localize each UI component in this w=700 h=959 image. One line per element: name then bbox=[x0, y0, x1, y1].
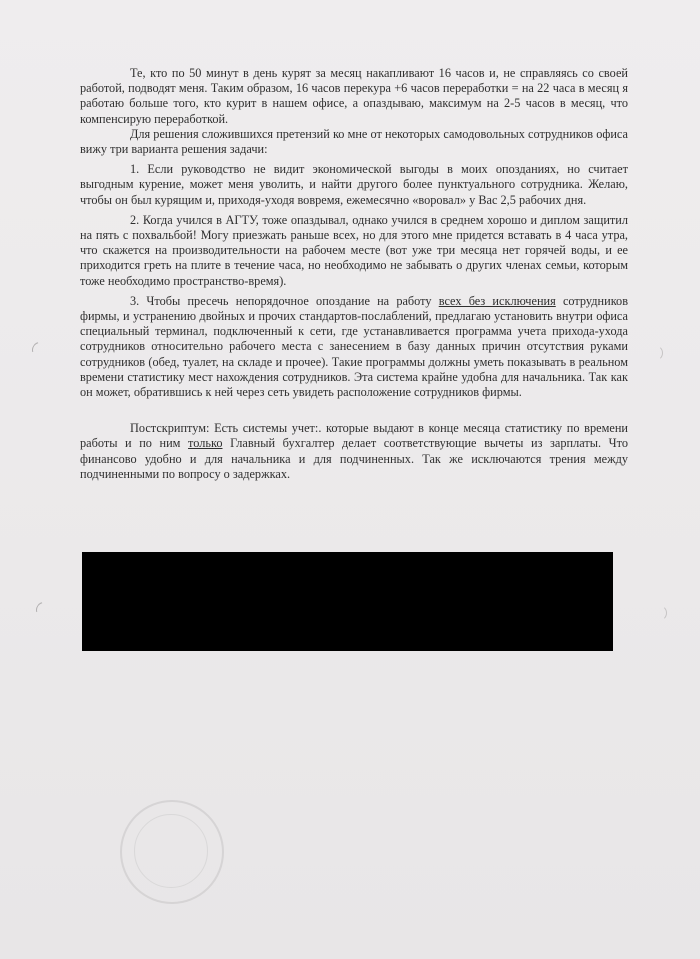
paragraph-postscript-underlined: только bbox=[188, 436, 223, 451]
punch-hole-mark bbox=[29, 339, 51, 361]
paragraph-postscript bbox=[80, 421, 628, 482]
faint-stamp-imprint bbox=[120, 800, 224, 904]
paragraph-option-3-text-end: сотрудников фирмы, и устранению двойных и прочих стандартов-послаблений, предлагаю установить внутри офиса специальный терминал, подключенный к сети, где устанавливается программа учета прихода-ухода сотрудников относительно рабочего места с занесением в базу данных причин отсутствия руками сотрудников (обед, туалет, на складе и прочее). Такие программы должны уметь показывать в реальном времени статистику мест нахождения сотрудников. Эта система крайне удобна для начальника. Так как он может, обратившись к ней через сеть увидеть расположение сотрудников фирмы. bbox=[80, 293, 629, 400]
paragraph-option-3-underlined: всех без исключения bbox=[438, 293, 556, 308]
redaction-block bbox=[82, 552, 613, 651]
paragraph-intro bbox=[80, 66, 628, 127]
paragraph-option-1-text: 1. Если руководство не видит экономической выгоды в моих опозданиях, но считает выгодным курение, может меня уволить, и найти другого более пунктуального сотрудника. Желаю, чтобы он был курящим и, приходя-уходя вовремя, ежемесячно «воровал» у Вас 2,5 рабочих дня. bbox=[80, 162, 628, 207]
punch-hole-mark bbox=[647, 345, 663, 361]
paragraph-option-1 bbox=[80, 162, 628, 208]
paragraph-option-3-text-start: 3. Чтобы пресечь непорядочное опоздание на работу bbox=[130, 293, 439, 308]
punch-hole-mark bbox=[33, 599, 55, 621]
punch-hole-mark bbox=[651, 605, 667, 621]
paragraph-options-lead-text: Для решения сложившихся претензий ко мне от некоторых самодовольных сотрудников офиса вижу три варианта решения задачи: bbox=[80, 126, 628, 157]
paragraph-option-2 bbox=[80, 213, 628, 289]
letter-body bbox=[80, 66, 628, 482]
paragraph-postscript-text-end: Главный бухгалтер делает соответствующие вычеты из зарплаты. Что финансово удобно и для начальника и для подчиненных. Так же исключаются трения между подчиненными по вопросу о задержках. bbox=[80, 436, 628, 481]
paragraph-option-2-text: 2. Когда учился в АГТУ, тоже опаздывал, однако учился в среднем хорошо и диплом защитил на пять с похвальбой! Могу приезжать раньше всех, но для этого мне придется вставать в 4 часа утра, что скажется на производительности на рабочем месте (вот уже три месяца нет горячей воды, и ее приходится греть на плите в течение часа, но необходимо не забывать о других членах семьи, которым тоже необходимо пространство-время). bbox=[80, 212, 628, 288]
paragraph-option-3 bbox=[80, 294, 628, 400]
paragraph-options-lead bbox=[80, 127, 628, 157]
paragraph-intro-text: Те, кто по 50 минут в день курят за месяц накапливают 16 часов и, не справляясь со своей работой, подводят меня. Таким образом, 16 часов перекура +6 часов переработки = на 22 часа в месяц я работаю больше того, кто курит в нашем офисе, а опаздываю, максимум на 2-5 часов в месяц, что компенсирую переработкой. bbox=[80, 66, 628, 126]
paragraph-postscript-text-start: Постскриптум: Есть системы учет:. которые выдают в конце месяца статистику по времени работы и по ним bbox=[80, 421, 628, 451]
